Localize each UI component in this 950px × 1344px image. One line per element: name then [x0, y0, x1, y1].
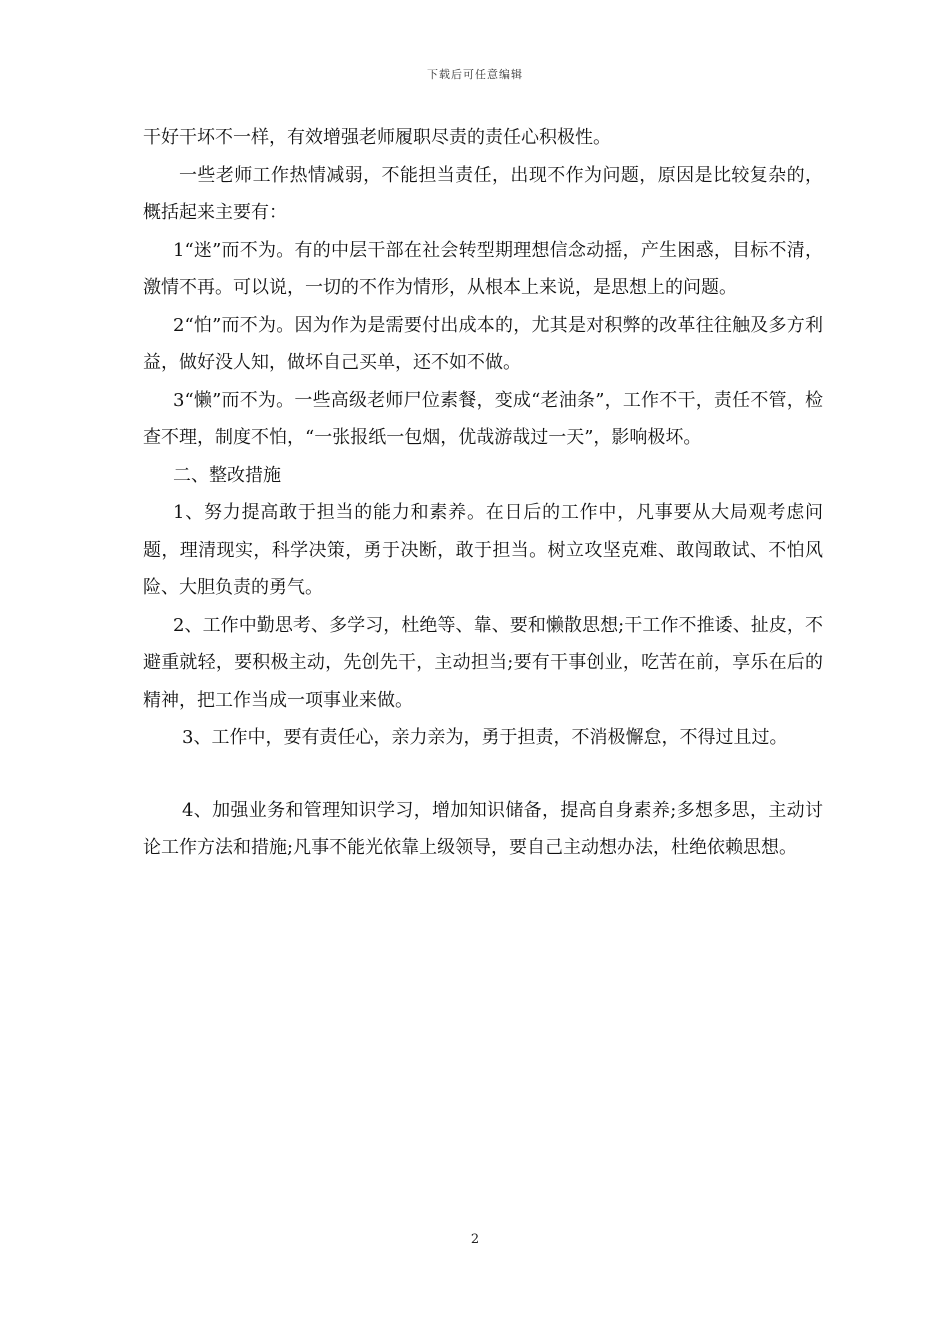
page-number: 2 — [470, 1232, 480, 1247]
blank-line — [143, 757, 823, 792]
paragraph-measure-1: 1、努力提高敢于担当的能力和素养。在日后的工作中，凡事要从大局观考虑问题，理清现实，科学决策，勇于决断，敢于担当。树立攻坚克难、敢闯敢试、不怕风险、大胆负责的勇气。 — [143, 502, 823, 598]
paragraph-measure-3: 3、工作中，要有责任心，亲力亲为，勇于担责，不消极懈怠，不得过且过。 — [182, 727, 788, 748]
section-heading-measures: 二、整改措施 — [173, 464, 281, 486]
paragraph-measure-4: 4、加强业务和管理知识学习，增加知识储备，提高自身素养;多想多思，主动讨论工作方法和措施;凡事不能光依靠上级领导，要自己主动想办法，杜绝依赖思想。 — [143, 799, 823, 858]
paragraph-causes-intro: 一些老师工作热情减弱，不能担当责任，出现不作为问题，原因是比较复杂的，概括起来主要有： — [143, 164, 823, 223]
paragraph-cause-1: 1“迷”而不为。有的中层干部在社会转型期理想信念动摇，产生困惑，目标不清，激情不再。可以说，一切的不作为情形，从根本上来说，是思想上的问题。 — [143, 239, 823, 298]
paragraph-continuation: 干好干坏不一样，有效增强老师履职尽责的责任心积极性。 — [143, 127, 611, 148]
page-header: 下载后可任意编辑 — [427, 68, 523, 81]
paragraph-cause-2: 2“怕”而不为。因为作为是需要付出成本的，尤其是对积弊的改革往往触及多方利益，做好没人知，做坏自己买单，还不如不做。 — [143, 314, 823, 373]
paragraph-cause-3: 3“懒”而不为。一些高级老师尸位素餐，变成“老油条”，工作不干，责任不管，检查不理，制度不怕，“一张报纸一包烟，优哉游哉过一天”，影响极坏。 — [143, 389, 823, 448]
paragraph-measure-2: 2、工作中勤思考、多学习，杜绝等、靠、要和懒散思想;干工作不推诿、扯皮，不避重就轻，要积极主动，先创先干，主动担当;要有干事创业，吃苦在前，享乐在后的精神，把工作当成一项事业来做。 — [143, 614, 823, 711]
document-body — [143, 119, 823, 867]
